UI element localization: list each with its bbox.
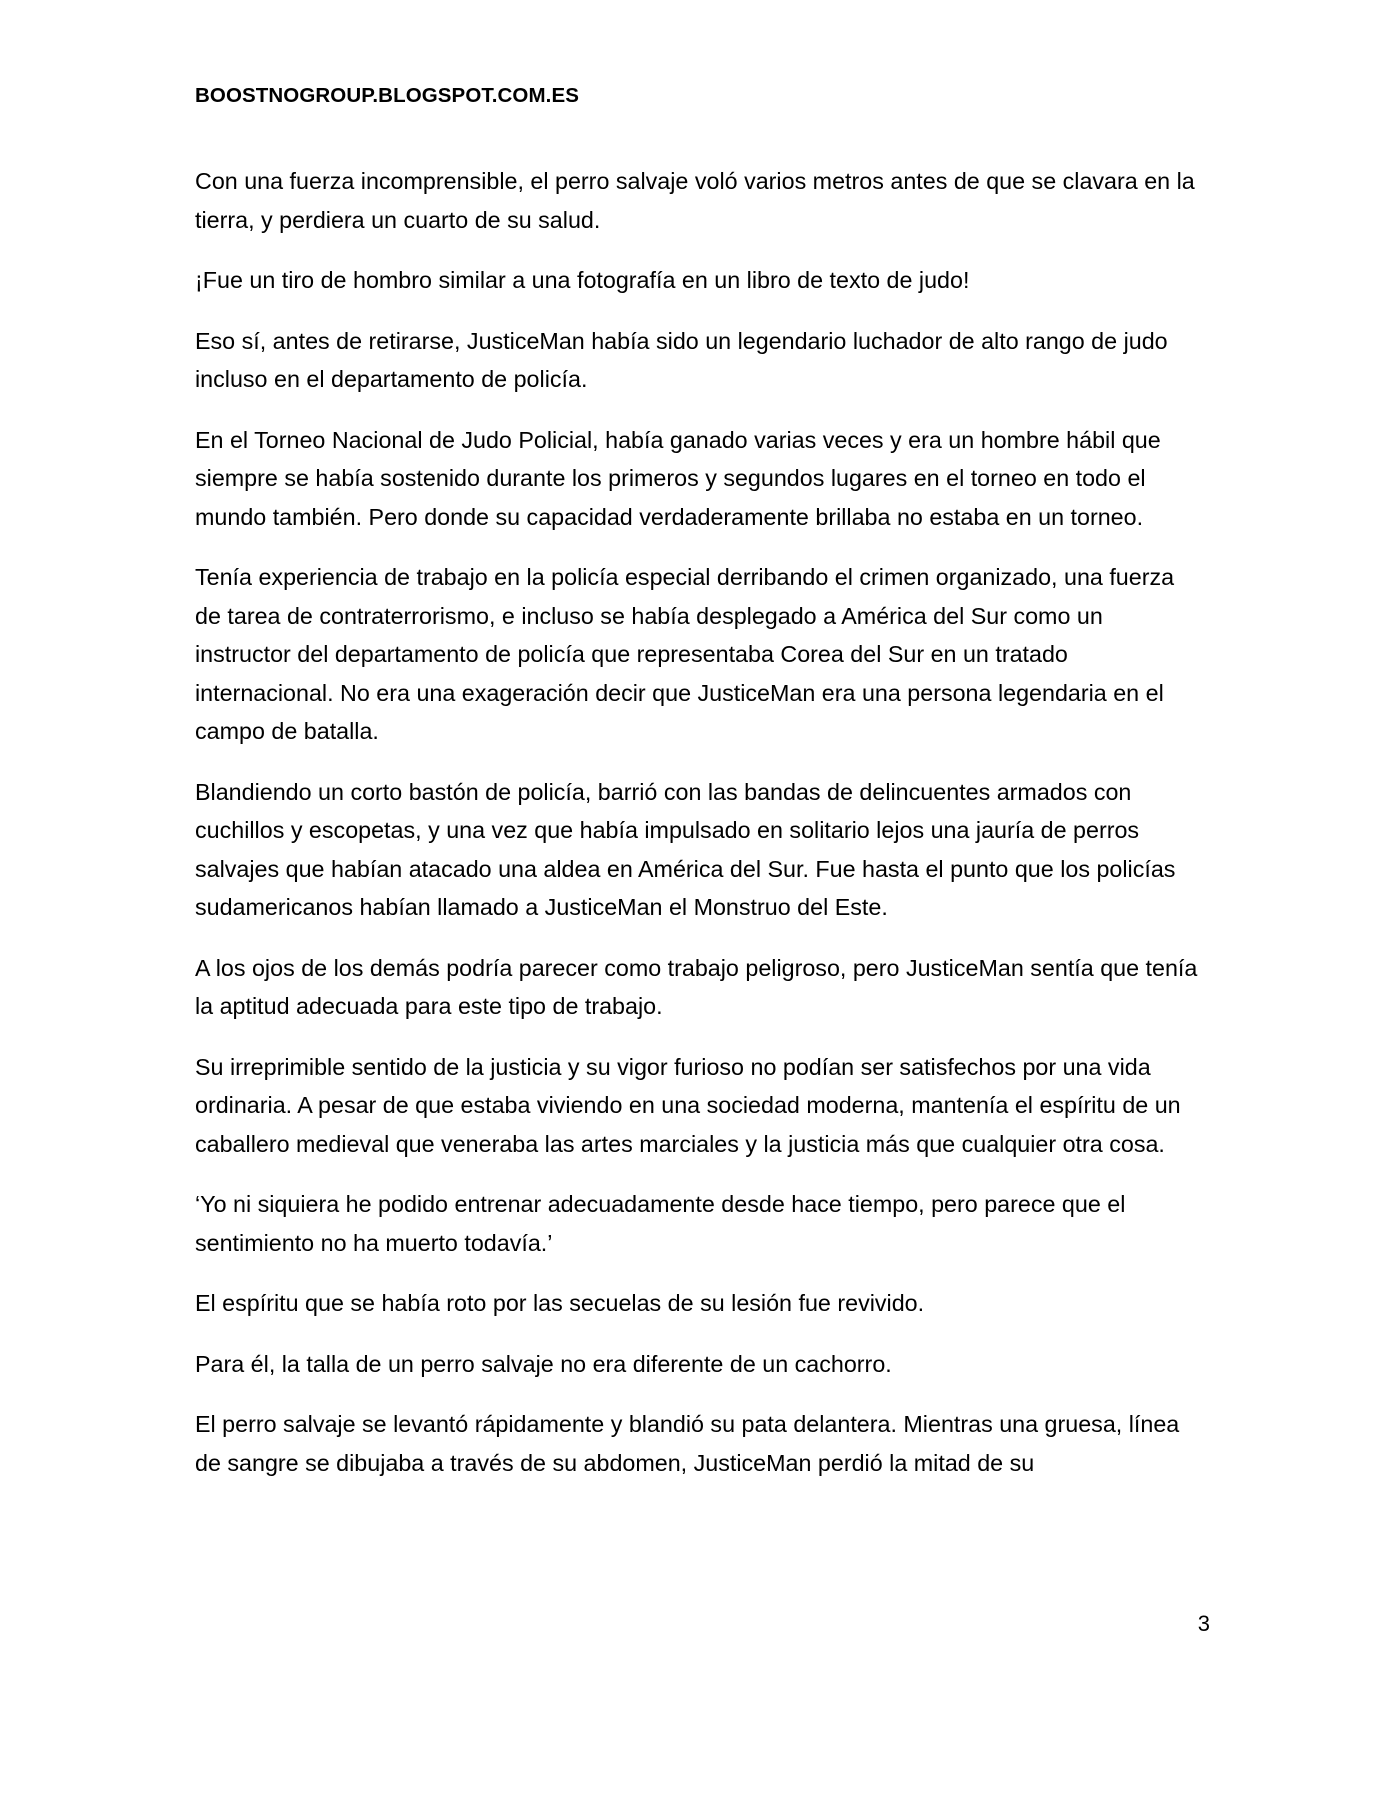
paragraph: En el Torneo Nacional de Judo Policial, había ganado varias veces y era un hombre hábil que siempre se había sostenido durante los primeros y segundos lugares en el torneo en todo el mundo también. Pero donde su capacidad verdaderamente brillaba no estaba en un torneo. — [195, 426, 1161, 530]
paragraph: El perro salvaje se levantó rápidamente y blandió su pata delantera. Mientras una gruesa, línea de sangre se dibujaba a través de su abdomen, JusticeMan perdió la mitad de su — [195, 1411, 1180, 1476]
paragraph: Eso sí, antes de retirarse, JusticeMan había sido un legendario luchador de alto rango de judo incluso en el departamento de policía. — [195, 327, 1168, 392]
paragraph: El espíritu que se había roto por las secuelas de su lesión fue revivido. — [195, 1290, 925, 1316]
page-number: 3 — [1197, 1611, 1210, 1636]
paragraph: Con una fuerza incomprensible, el perro salvaje voló varios metros antes de que se clavara en la tierra, y perdiera un cuarto de su salud. — [195, 168, 1195, 233]
paragraph: Tenía experiencia de trabajo en la policía especial derribando el crimen organizado, una fuerza de tarea de contraterrorismo, e incluso se había desplegado a América del Sur como un instructor del departamento de policía que representaba Corea del Sur en un tratado internacional. No era una exageración decir que JusticeMan era una persona legendaria en el campo de batalla. — [195, 564, 1175, 744]
paragraph: ¡Fue un tiro de hombro similar a una fotografía en un libro de texto de judo! — [195, 267, 970, 293]
paragraph: A los ojos de los demás podría parecer como trabajo peligroso, pero JusticeMan sentía que tenía la aptitud adecuada para este tipo de trabajo. — [195, 954, 1198, 1019]
paragraph: Para él, la talla de un perro salvaje no era diferente de un cachorro. — [195, 1350, 892, 1377]
paragraph: ‘Yo ni siquiera he podido entrenar adecuadamente desde hace tiempo, pero parece que el sentimiento no ha muerto todavía.’ — [195, 1191, 1126, 1256]
paragraph: Su irreprimible sentido de la justicia y su vigor furioso no podían ser satisfechos por una vida ordinaria. A pesar de que estaba viviendo en una sociedad moderna, mantenía el espíritu de un caballero medieval que veneraba las artes marciales y la justicia más que cualquier otra cosa. — [195, 1053, 1181, 1157]
body-text — [195, 162, 1205, 1504]
page-header: BOOSTNOGROUP.BLOGSPOT.COM.ES — [195, 84, 579, 107]
paragraph: Blandiendo un corto bastón de policía, barrió con las bandas de delincuentes armados con cuchillos y escopetas, y una vez que había impulsado en solitario lejos una jauría de perros salvajes que habían atacado una aldea en América del Sur. Fue hasta el punto que los policías sudamericanos habían llamado a JusticeMan el Monstruo del Este. — [195, 778, 1176, 920]
